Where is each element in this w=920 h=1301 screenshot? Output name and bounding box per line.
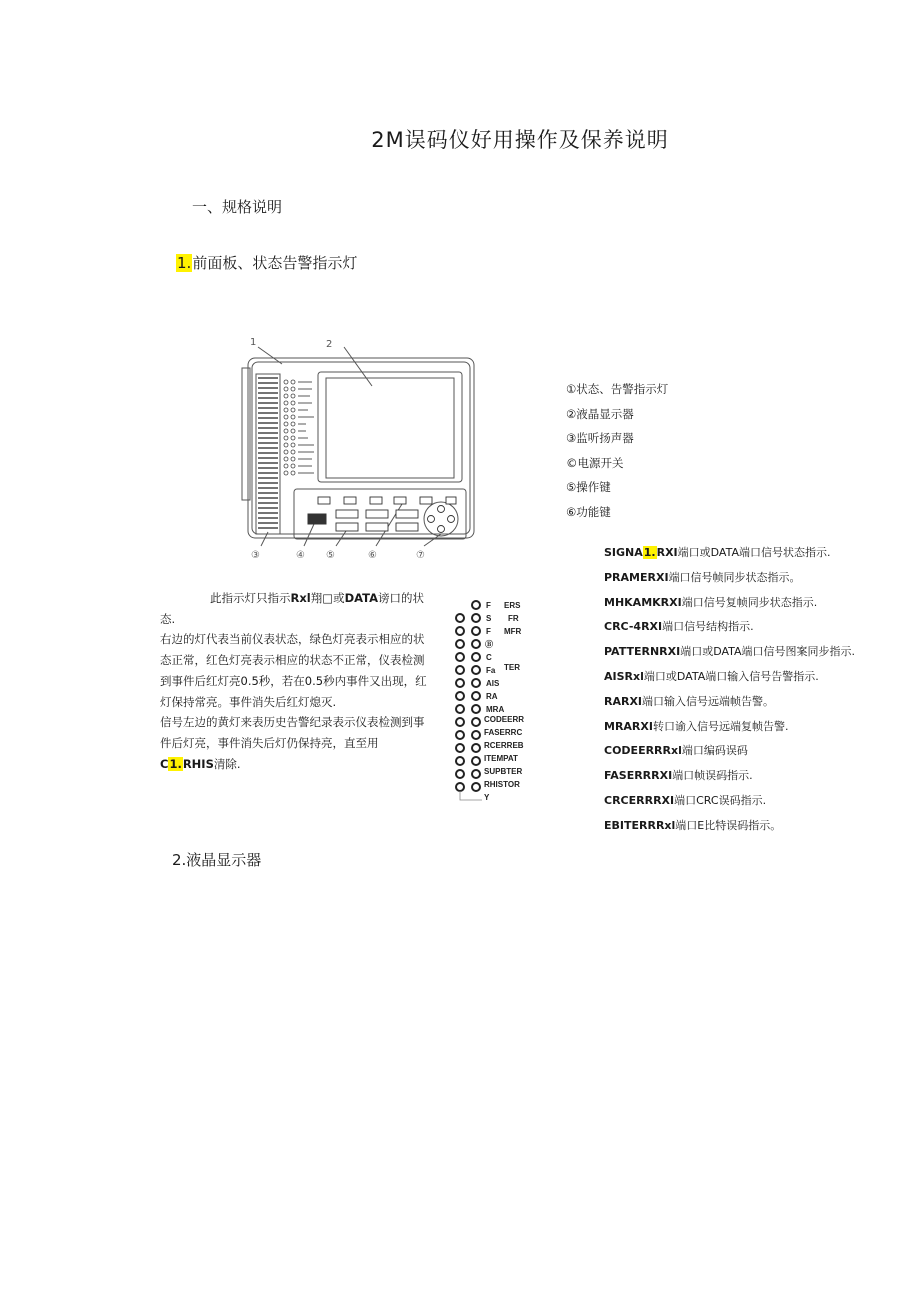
subsection-2-heading: 2.液晶显示器 <box>172 851 262 869</box>
legend-item: ©电源开关 <box>566 455 624 470</box>
led-column-figure <box>452 594 532 804</box>
section-heading: 一、规格说明 <box>192 198 283 216</box>
indicator-item: PATTERNRXI端口或DATA端口信号图案同步指示. <box>604 645 856 659</box>
callout-4: ④ <box>296 550 305 561</box>
legend-item: ①状态、告警指示灯 <box>566 382 669 396</box>
subsection-1-heading <box>176 252 357 273</box>
para-line-2: 右边的灯代表当前仪表状态，绿色灯亮表示相应的状态正常，红色灯亮表示相应的状态不正常，仪表检测到事件后红灯亮0.5秒，若在0.5秒内事件又出现，红灯保持常亮。事件消失后红灯熄灭. <box>160 632 427 709</box>
callout-3: ③ <box>251 550 260 561</box>
led-label: Ⓑ <box>485 640 493 649</box>
legend-item: ②液晶显示器 <box>566 406 634 421</box>
document-title: 2M误码仪好用操作及保养说明 <box>371 128 669 152</box>
figure-legend <box>566 377 668 525</box>
legend-item: ③监听扬声器 <box>566 431 634 446</box>
callout-6: ⑥ <box>368 550 377 561</box>
led-label: SUPBTER <box>484 767 523 776</box>
led-column-drawing <box>452 594 532 804</box>
led-label: S <box>486 614 492 623</box>
led-label: FASERRC <box>484 728 523 737</box>
callout-1: 1 <box>250 337 257 348</box>
led-label: MFR <box>504 627 522 636</box>
legend-item: ⑤操作键 <box>566 480 611 495</box>
callout-5: ⑤ <box>326 550 335 561</box>
callout-7: ⑦ <box>416 550 425 561</box>
para-line-1: 此指示灯只指示Rxl翔□或DATA谤口的状态. <box>160 591 424 626</box>
led-label: RHISTOR <box>484 780 520 789</box>
indicator-item: MRARXI转口谕入信号远端复帧告警. <box>604 719 789 733</box>
indicator-item: CODEERRRxl端口编码误码 <box>604 744 748 758</box>
indicator-item: CRCERRRXI端口CRC误码指示. <box>604 793 767 807</box>
indicator-explanation <box>160 588 432 774</box>
led-label: RCERREB <box>484 741 524 750</box>
led-label: TER <box>504 663 520 672</box>
indicator-definitions <box>604 541 855 839</box>
led-label: AIS <box>486 679 500 688</box>
device-drawing <box>236 334 480 564</box>
led-label: ITEMPAT <box>484 754 518 763</box>
led-label: CODEERR <box>484 715 525 724</box>
indicator-item: CRC-4RXI端口信号结构指示. <box>604 620 754 634</box>
indicator-item: MHKAMKRXI端口信号复帧同步状态指示. <box>604 595 818 609</box>
para-line-3: 信号左边的黄灯来表历史告警纪录表示仪表检测到事件后灯亮，事件消失后灯仍保持亮，直至用C1.RHIS清除. <box>160 715 425 771</box>
led-label: ERS <box>504 601 521 610</box>
subsection-1-text: 前面板、状态告警指示灯 <box>192 254 358 272</box>
indicator-item: RARXI端口输入信号远端帧告警。 <box>604 694 775 708</box>
indicator-item: AISRxl端口或DATA端口输入信号告警指示. <box>604 669 819 683</box>
led-label: Y <box>484 793 490 802</box>
led-label: Fa <box>486 666 496 675</box>
callout-2: 2 <box>326 339 333 350</box>
led-label: RA <box>486 692 498 701</box>
indicator-item: PRAMERXI端口信号帧同步状态指示。 <box>604 570 801 584</box>
indicator-item: FASERRRXI端口帧误码指示. <box>604 769 753 783</box>
led-label: F <box>486 601 491 610</box>
subsection-number: 1. <box>177 254 192 272</box>
led-label: FR <box>508 614 519 623</box>
power-switch-shape <box>308 514 326 524</box>
led-label: MRA <box>486 705 505 714</box>
led-label: F <box>486 627 491 636</box>
indicator-item: EBITERRRxl端口E比特误码指示。 <box>604 818 782 832</box>
legend-item: ⑥功能键 <box>566 504 611 519</box>
indicator-item: SIGNA1.RXI端口或DATA端口信号状态指示. <box>604 546 831 559</box>
device-front-panel-figure <box>236 334 480 564</box>
led-label: C <box>486 653 492 662</box>
